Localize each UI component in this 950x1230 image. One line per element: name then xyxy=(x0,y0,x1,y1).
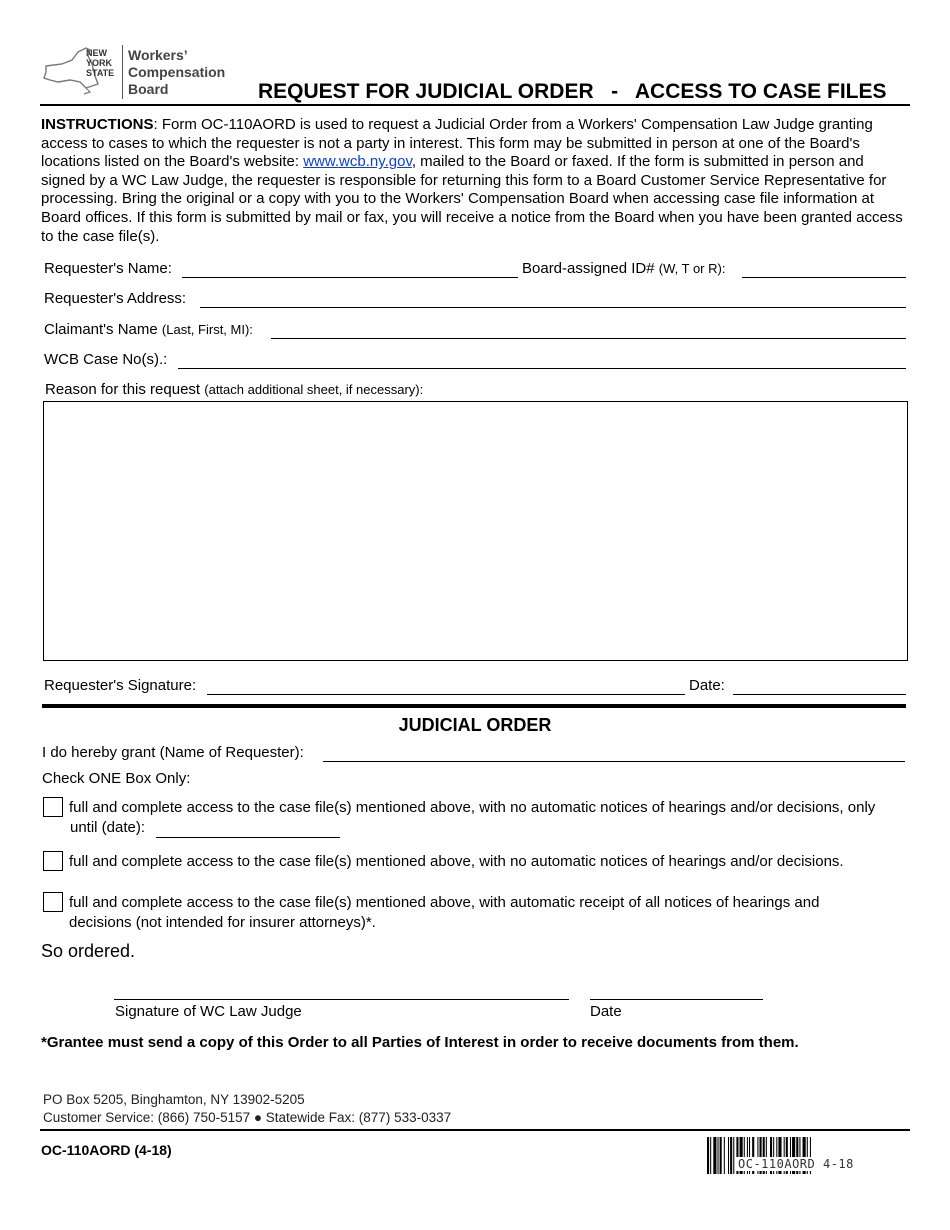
requester-address-label: Requester's Address: xyxy=(44,290,187,307)
case-number-field[interactable] xyxy=(178,368,906,369)
section-divider xyxy=(42,704,906,708)
check-one-label: Check ONE Box Only: xyxy=(42,770,191,787)
option2-checkbox[interactable] xyxy=(43,851,63,871)
wcb-website-link[interactable]: www.wcb.ny.gov xyxy=(303,153,412,171)
judge-date-label: Date xyxy=(590,1003,622,1020)
requester-name-field[interactable] xyxy=(182,277,518,278)
judge-signature-field[interactable] xyxy=(114,999,569,1000)
option3-checkbox[interactable] xyxy=(43,892,63,912)
judge-date-field[interactable] xyxy=(590,999,763,1000)
barcode-text: OC-110AORD 4-18 xyxy=(738,1157,854,1171)
board-address: PO Box 5205, Binghamton, NY 13902-5205 Customer Service: (866) 750-5157 ● Statewide Fax: (877) 533-0337 xyxy=(43,1092,452,1125)
option1-text: full and complete access to the case file(s) mentioned above, with no automatic notices of hearings and/or decisions, only xyxy=(69,799,876,816)
grantee-note: *Grantee must send a copy of this Order to all Parties of Interest in order to receive documents from them. xyxy=(41,1034,799,1051)
title-divider xyxy=(40,104,910,106)
requester-name-label: Requester's Name: xyxy=(44,260,172,277)
board-id-label: Board-assigned ID# (W, T or R): xyxy=(522,260,726,277)
judge-signature-label: Signature of WC Law Judge xyxy=(115,1003,302,1020)
claimant-name-field[interactable] xyxy=(271,338,906,339)
signature-date-field[interactable] xyxy=(733,694,906,695)
judicial-order-title: JUDICIAL ORDER xyxy=(398,715,552,735)
grant-requester-label: I do hereby grant (Name of Requester): xyxy=(42,744,304,761)
requester-address-field[interactable] xyxy=(200,307,906,308)
case-number-label: WCB Case No(s).: xyxy=(44,351,168,368)
reason-textarea[interactable] xyxy=(43,401,908,661)
form-id: OC-110AORD (4-18) xyxy=(41,1142,172,1158)
option1-until-label: until (date): xyxy=(70,819,146,836)
reason-label: Reason for this request (attach additional sheet, if necessary): xyxy=(45,381,424,398)
grant-requester-field[interactable] xyxy=(323,761,905,762)
signature-date-label: Date: xyxy=(689,677,725,694)
footer-divider xyxy=(40,1129,910,1131)
requester-signature-field[interactable] xyxy=(207,694,685,695)
requester-signature-label: Requester's Signature: xyxy=(44,677,197,694)
option2-text: full and complete access to the case file(s) mentioned above, with no automatic notices of hearings and/or decisions. xyxy=(69,853,844,870)
logo-divider xyxy=(122,45,123,99)
instructions-label: INSTRUCTIONS xyxy=(41,116,154,133)
option1-until-date-field[interactable] xyxy=(156,837,340,838)
page-title: REQUEST FOR JUDICIAL ORDER - ACCESS TO CASE FILES xyxy=(258,80,887,103)
logo-org-name: Workers’ Compensation Board xyxy=(128,47,226,97)
option1-checkbox[interactable] xyxy=(43,797,63,817)
logo-state-text: NEW YORK STATE xyxy=(86,48,115,78)
board-id-field[interactable] xyxy=(742,277,906,278)
so-ordered-text: So ordered. xyxy=(41,941,136,961)
option3-text: full and complete access to the case file(s) mentioned above, with automatic receipt of all notices of hearings and decisions (not intended for insurer attorneys)*. xyxy=(69,894,820,931)
instructions-paragraph: INSTRUCTIONS: Form OC-110AORD is used to request a Judicial Order from a Workers' Compensation Law Judge granting access to cases to which the requester is not a party in interest. This form may be submitted in person at one of the Board's locations listed on the Board's website: www.wcb.ny.gov, mailed to the Board or faxed. If the form is submitted in person and signed by a WC Law Judge, the requester is responsible for returning this form to a Board Customer Service Representative for processing. Bring the original or a copy with you to the Workers' Compensation Board when accessing case file information at Board offices. If this form is submitted by mail or fax, you will receive a notice from the Board when you have been granted access to the case file(s). xyxy=(41,116,903,245)
claimant-name-label: Claimant's Name (Last, First, MI): xyxy=(44,321,253,338)
